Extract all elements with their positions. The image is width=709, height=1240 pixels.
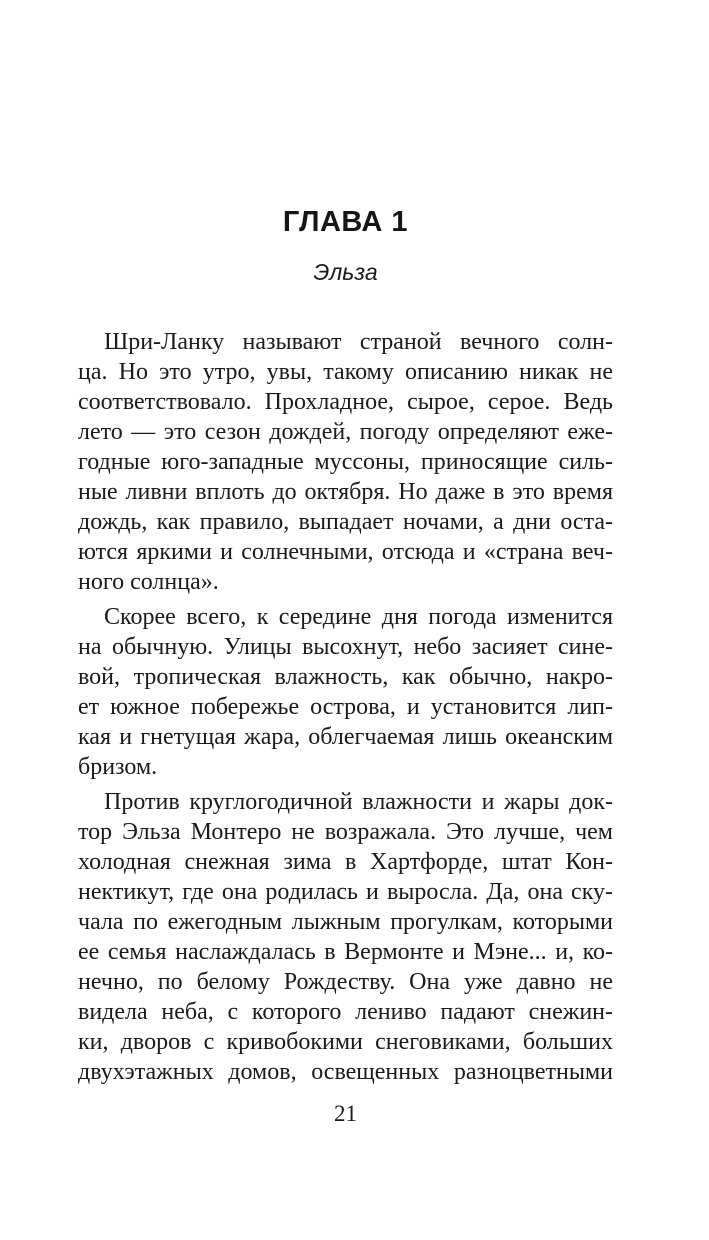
text-line: ее семья наслаждалась в Вермонте и Мэне... и, ко- bbox=[78, 939, 613, 965]
text-line: видела неба, с которого лениво падают снежин- bbox=[78, 999, 613, 1025]
text-line: Шри-Ланку называют страной вечного солн- bbox=[104, 329, 613, 355]
text-line: ного солнца». bbox=[78, 569, 219, 595]
text-line: ки, дворов с кривобокими снеговиками, больших bbox=[78, 1029, 613, 1055]
text-line: чала по ежегодным лыжным прогулкам, которыми bbox=[78, 909, 613, 935]
text-line: нечно, по белому Рождеству. Она уже давно не bbox=[78, 969, 613, 995]
text-line: ные ливни вплоть до октября. Но даже в это время bbox=[78, 479, 613, 505]
text-line: тор Эльза Монтеро не возражала. Это лучше, чем bbox=[78, 819, 613, 845]
paragraph bbox=[78, 327, 613, 597]
text-line: соответствовало. Прохладное, сырое, серое. Ведь bbox=[78, 389, 613, 415]
text-line: вой, тропическая влажность, как обычно, накро- bbox=[78, 664, 613, 690]
page-number: 21 bbox=[334, 1101, 357, 1126]
text-line: Против круглогодичной влажности и жары док- bbox=[104, 789, 613, 815]
text-line: Скорее всего, к середине дня погода изменится bbox=[104, 604, 613, 630]
paragraph bbox=[78, 602, 613, 782]
text-line: ца. Но это утро, увы, такому описанию никак не bbox=[78, 359, 613, 385]
text-line: двухэтажных домов, освещенных разноцветными bbox=[78, 1059, 613, 1085]
text-line: кая и гнетущая жара, облегчаемая лишь океанским bbox=[78, 724, 613, 750]
text-line: годные юго-западные муссоны, приносящие силь- bbox=[78, 449, 613, 475]
chapter-title: ГЛАВА 1 bbox=[282, 206, 409, 238]
text-line: нектикут, где она родилась и выросла. Да, она ску- bbox=[78, 879, 613, 905]
chapter-subtitle: Эльза bbox=[313, 259, 378, 285]
text-line: ет южное побережье острова, и установится лип- bbox=[78, 694, 613, 720]
page-text bbox=[78, 327, 613, 1087]
text-line: на обычную. Улицы высохнут, небо засияет сине- bbox=[78, 634, 613, 660]
text-line: дождь, как правило, выпадает ночами, а дни оста- bbox=[78, 509, 613, 535]
paragraph bbox=[78, 787, 613, 1087]
text-line: холодная снежная зима в Хартфорде, штат Кон- bbox=[78, 849, 613, 875]
text-line: бризом. bbox=[78, 754, 158, 780]
text-line: ются яркими и солнечными, отсюда и «страна веч- bbox=[78, 539, 613, 565]
text-line: лето — это сезон дождей, погоду определяют еже- bbox=[78, 419, 613, 445]
